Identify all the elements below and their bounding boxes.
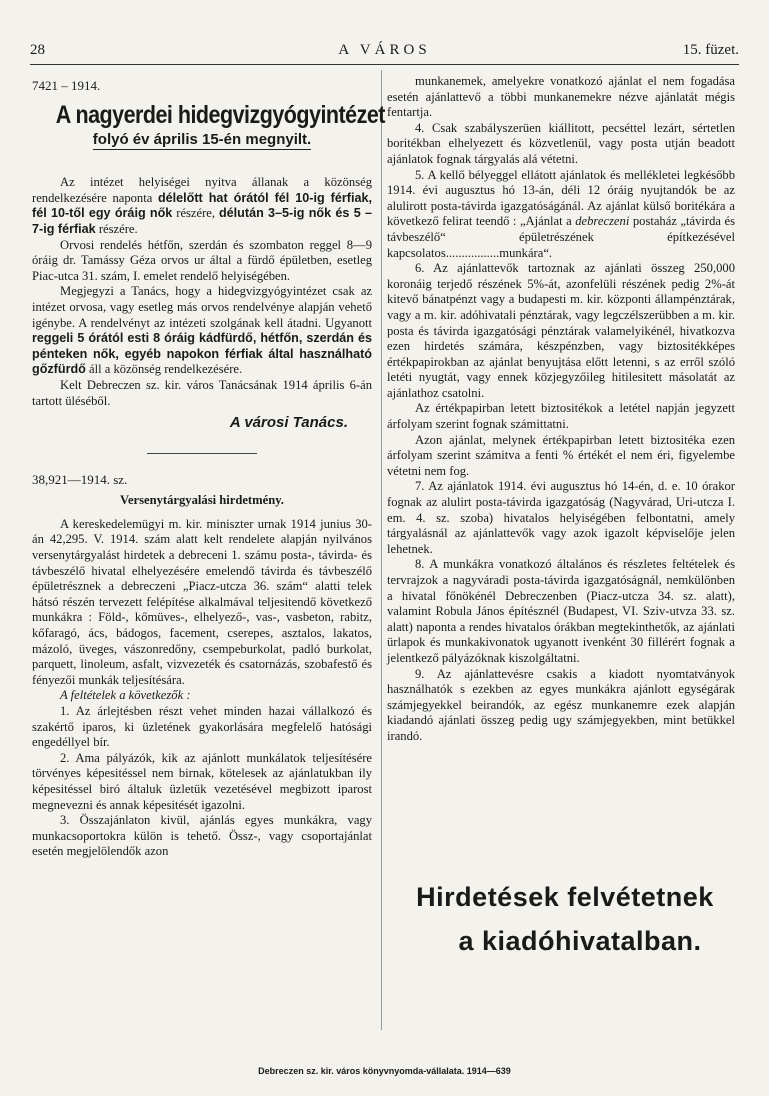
text-run: részére, (172, 206, 219, 221)
signature: A városi Tanács. (229, 414, 348, 432)
tender-title: Versenytárgyalási hirdetmény. (120, 493, 284, 508)
issue-number: 15. füzet. (682, 42, 739, 58)
condition-6-rejection: Azon ajánlat, melynek értékpapirban letett biztositéka ezen árfolyam szerint számitva a fenti % értékét el nem éri, figyelembe vétetni nem fog. (387, 432, 735, 478)
paragraph-note (32, 284, 372, 378)
condition-6-securities: Az értékpapirban letett biztositékok a letétel napján jegyzett árfolyam szerint fognak számittatni. (387, 401, 735, 432)
bold-run: reggeli 5 órától esti 8 óráig kádfürdő, hétfőn, szerdán és pénteken nők, egyéb napokon férfiak által használható gőzfürdő (32, 331, 372, 377)
condition-2: 2. Ama pályázók, kik az ajánlott munkálatok teljesítésére törvényes képesitéssel nem birnak, kötelesek az ajánlatukban ily képesitéssel biró általuk üzletük vezetésével megbizott iparost megnevezni és annak képesitését igazolni. (32, 750, 372, 812)
headline: A nagyerdei hidegvizgyógyintézet (55, 100, 385, 129)
italic-run: debreczeni (575, 214, 630, 229)
reference-number-1: 7421 – 1914. (32, 78, 101, 93)
separator-rule (147, 453, 257, 454)
text-run: Az intézet helyiségei nyitva állanak a közönség rendelkezésére naponta (32, 175, 372, 205)
condition-7: 7. Az ajánlatok 1914. évi augusztus hó 14-én, d. e. 10 órakor fognak az alulirt posta-távirda igazgatóság (Nagyvárad, Uri-utcza I. em. 4. sz. szoba) hivatalos helyiségében felbontatni, amely tárgyalásnál az ajánlattevők vagy azok igazolt képviselője jelen lehetnek. (387, 479, 735, 556)
continuation-paragraph: munkanemek, amelyekre vonatkozó ajánlat el nem fogadása esetén ajánlattevő a többi munkanemekre nézve ajánlatát mégis fentartja. (387, 74, 735, 120)
paragraph-dated: Kelt Debreczen sz. kir. város Tanácsának 1914 április 6-án tartott üléséből. (32, 377, 372, 408)
ad-line-2: a kiadóhivatalban. (458, 926, 702, 956)
ad-line-1: Hirdetések felvétetnek (416, 882, 714, 912)
advertisement-notice (400, 875, 730, 963)
text-run: Megjegyzi a Tanács, hogy a hidegvizgyógyintézet csak az intézet orvosa, vagy esetleg más orvos rendelvénye alapján vehető igénybe. A rendelvényt az intézeti szolgának kell átadni. Ugyanott (32, 284, 372, 330)
text-run: áll a közönség rendelkezésére. (85, 362, 243, 377)
subheadline-text: folyó év április 15-én megnyilt. (92, 130, 312, 148)
bold-run: délelőtt hat órától fél 10-ig férfiak, fél 10-től egy óráig nők (32, 190, 372, 221)
paragraph-opening-hours (32, 175, 372, 237)
condition-9: 9. Az ajánlattevésre csakis a kiadott nyomtatványok használhatók s ezekben az egyes munkákra ajánlott egységárak számjegyekkel beirandók, az egész munkanemre ezek alapján kiadandó ajánlati összeg pedig ugy számjegyekben, mint betükkel irandó. (387, 666, 735, 743)
bold-run: délután 3–5-ig nők és 5 – 7-ig férfiak (32, 206, 372, 236)
text-run: 5. A kellő bélyeggel ellátott ajánlatok és mellékletei legkésőbb 1914. évi augusztus hó 13-án, déli 12 óráig nyujtandók be az alulirott posta-távirda igazgatóságánál. Az ajánlat külső boritékára a következő felirat teendő : „Ajánlat a (387, 167, 735, 229)
condition-4: 4. Csak szabályszerüen kiállitott, pecséttel lezárt, sértetlen boritékban elhelyezett és közvetlenül, vagy posta utján beadott ajánlatok fognak tárgyalás alá vétetni. (387, 120, 735, 166)
condition-1: 1. Az árlejtésben részt vehet minden hazai vállalkozó és szakértő iparos, ki üzletének gyakorlására megfelelő hatósági engedéllyel bír. (32, 704, 372, 750)
journal-title: A VÁROS (338, 42, 431, 58)
text-run: részére. (95, 221, 138, 236)
subheadline (32, 132, 372, 148)
conditions-label: A feltételek a következők : (60, 688, 191, 703)
text-run: postaház „távirda és távbeszélő“ épületrészének építkezésével kapcsolatos.................munkára“. (387, 214, 735, 260)
reference-number-2: 38,921—1914. sz. (32, 471, 128, 487)
condition-3: 3. Összajánlaton kivül, ajánlás egyes munkákra, vagy munkacsoportokra külön is tehető. Össz-, vagy csoportajánlat esetén megjelölendők azon (32, 813, 372, 859)
paragraph-tender: A kereskedelemügyi m. kir. miniszter urnak 1914 junius 30-án 42,295. V. 1914. szám alatt kelt rendelete alapján nyilvános versenytárgyalást hirdetek a debreceni 1. számu posta-, távirda- és távbeszélő hivatal elhelyezésére emelendő távirda és távbeszélő épületrésznek a debreczeni „Piacz-utcza 36. szám“ alatti telek hátsó részén tervezett felépítése alkalmával teljesitendő következő munkákra : Föld-, kőmüves-, elhelyező-, vas-, vasbeton, rabitz, kőfaragó, ács, bádogos, facement, cserepes, asztalos, lakatos, mázoló, üveges, vászonredőny, csempeburkolat, padló burkolat, parquett, linoleum, asfalt, vizvezeték és csatornázás, szobafestő és fényezői munkák teljesítésára. (32, 516, 372, 687)
page-number: 28 (30, 42, 45, 58)
paragraph-doctor: Orvosi rendelés hétfőn, szerdán és szombaton reggel 8—9 óráig dr. Tamássy Géza orvos ur által a fürdő épületben, esetleg Piac-utca 31. szám, I. emelet rendelő helyiségében. (32, 237, 372, 283)
header-rule (30, 64, 739, 65)
condition-5 (387, 168, 735, 262)
page-header (30, 42, 739, 64)
column-divider (381, 70, 382, 1030)
condition-6: 6. Az ajánlattevők tartoznak az ajánlati összeg 250,000 koronáig terjedő részének 5%-át, azonfelüli részének pedig 2%-át kitevő bánatpénzt vagy a budapesti m. kir. központi állampénztárak, vagy a m. kir. adóhivatali pénztárak, vagy legczélszerübben a m. kir. posta és távirda igazgatósági pénztárak valamelyikénél, hivatkozva ezen hirdetés számára, készpénzben, vagy biztositékképes értékpapirokban az ajánlat benyujtása előtt letenni, s az erről szóló letéti nyugtát, vagy ennek közjegyzőileg hitilesitett másolatát az ajánlathoz csatolni. (387, 261, 735, 400)
printer-footer: Debreczen sz. kir. város könyvnyomda-vállalata. 1914—639 (258, 1066, 511, 1076)
left-column (32, 74, 385, 860)
condition-8: 8. A munkákra vonatkozó általános és részletes feltételek és tervrajzok a nagyváradi posta-távirda igazgatóságnál, nemkülönben a hivatal főnökénél Debreczenben (Piacz-utcza 34. sz. alatt), valamint Robula János építésznél (Budapest, VI. Sziv-utvza 33. sz. alatt) naponta a rendes hivatalos órákban megtekinthetők, az ajánlati ürlapok és munkakivonatok ugyanott ivenként 30 fillérért fognak a jelentkező pályázóknak kiszolgáltatni. (387, 557, 735, 665)
right-column (387, 74, 735, 745)
